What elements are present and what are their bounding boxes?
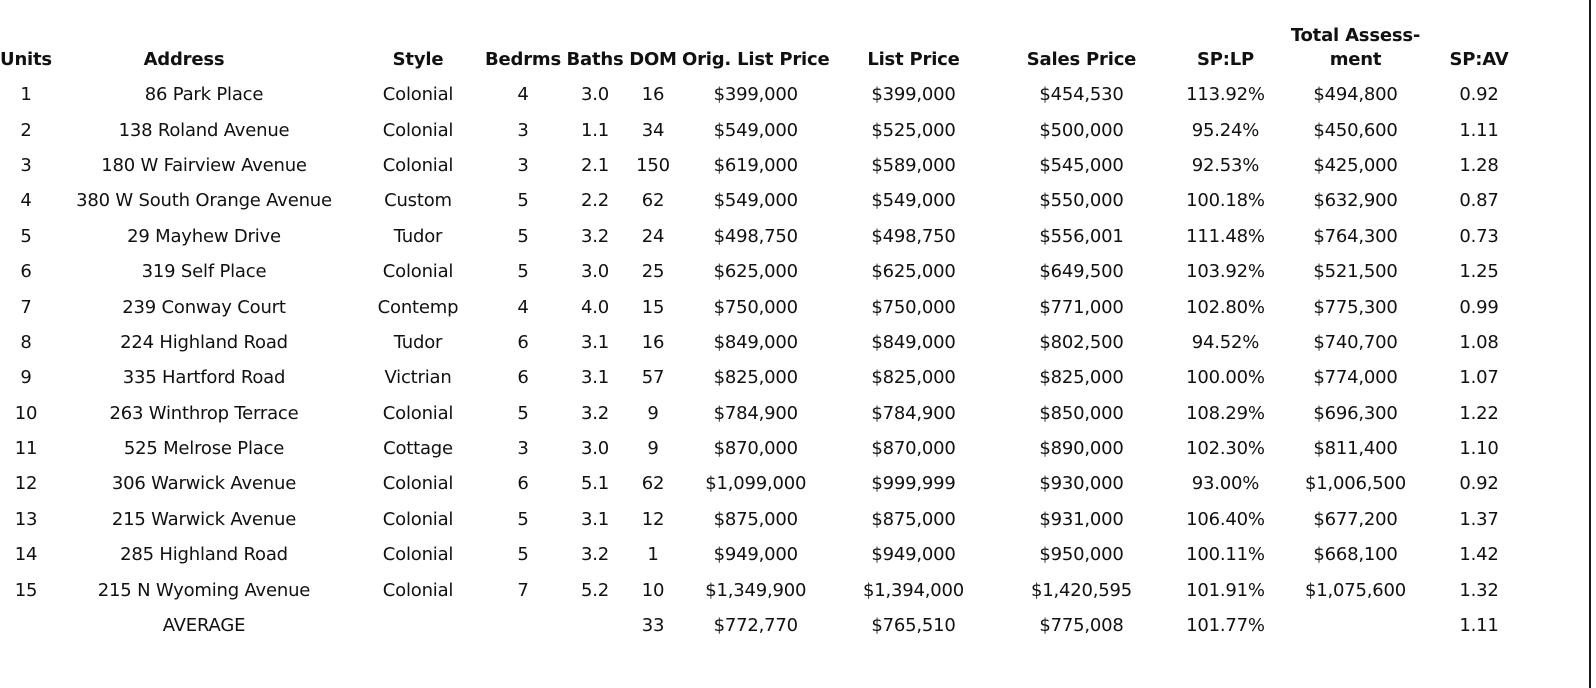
- cell-address: 525 Melrose Place: [123, 438, 285, 460]
- cell-list-price: $625,000: [871, 261, 956, 283]
- table-row: [0, 325, 1532, 360]
- cell-bedrms: 5: [517, 261, 529, 283]
- cell-bedrms: 6: [517, 331, 529, 353]
- cell-units: 4: [20, 190, 32, 212]
- cell-sales-price: $930,000: [1039, 473, 1124, 495]
- cell-sp-av: 1.37: [1459, 508, 1499, 530]
- cell-sp-lp: 92.53%: [1191, 154, 1260, 176]
- cell-orig-list-price: $849,000: [713, 331, 798, 353]
- average-orig-list-price: $772,770: [713, 615, 798, 637]
- cell-list-price: $549,000: [871, 190, 956, 212]
- cell-sales-price: $950,000: [1039, 544, 1124, 566]
- cell-dom: 25: [641, 261, 665, 283]
- cell-units: 7: [20, 296, 32, 318]
- cell-style: Contemp: [377, 296, 459, 318]
- cell-address: 29 Mayhew Drive: [127, 225, 281, 247]
- average-baths-empty: [566, 608, 624, 643]
- cell-sales-price: $550,000: [1039, 190, 1124, 212]
- cell-sp-lp: 103.92%: [1186, 261, 1265, 283]
- cell-style: Victrian: [384, 367, 452, 389]
- cell-list-price: $849,000: [871, 331, 956, 353]
- cell-address: 335 Hartford Road: [122, 367, 286, 389]
- header-sp-av: SP:AV: [1449, 49, 1509, 70]
- cell-bedrms: 5: [517, 508, 529, 530]
- average-label: AVERAGE: [162, 615, 246, 637]
- cell-dom: 34: [641, 119, 665, 141]
- cell-units: 10: [14, 402, 38, 424]
- header-bedrms: Bedrms: [485, 49, 561, 70]
- cell-sp-lp: 100.11%: [1186, 544, 1265, 566]
- average-sp-av: 1.11: [1459, 615, 1499, 637]
- cell-style: Colonial: [382, 402, 454, 424]
- cell-baths: 3.1: [580, 331, 610, 353]
- cell-sp-av: 0.92: [1459, 84, 1499, 106]
- cell-units: 14: [14, 544, 38, 566]
- cell-address: 86 Park Place: [144, 84, 264, 106]
- cell-baths: 3.1: [580, 367, 610, 389]
- header-style: Style: [392, 49, 444, 70]
- cell-dom: 24: [641, 225, 665, 247]
- cell-bedrms: 3: [517, 438, 529, 460]
- average-dom: 33: [641, 615, 665, 637]
- cell-bedrms: 5: [517, 190, 529, 212]
- table-row: [0, 502, 1532, 537]
- cell-sales-price: $825,000: [1039, 367, 1124, 389]
- cell-dom: 9: [647, 402, 659, 424]
- cell-list-price: $589,000: [871, 154, 956, 176]
- cell-sp-lp: 102.30%: [1186, 438, 1265, 460]
- table-row: [0, 572, 1532, 607]
- cell-units: 11: [14, 438, 38, 460]
- cell-bedrms: 5: [517, 544, 529, 566]
- table-row: [0, 289, 1532, 324]
- cell-sp-lp: 102.80%: [1186, 296, 1265, 318]
- cell-list-price: $870,000: [871, 438, 956, 460]
- cell-list-price: $875,000: [871, 508, 956, 530]
- cell-address: 138 Roland Avenue: [118, 119, 290, 141]
- cell-total-assessment: $425,000: [1313, 154, 1398, 176]
- cell-orig-list-price: $1,099,000: [705, 473, 807, 495]
- cell-dom: 16: [641, 331, 665, 353]
- cell-orig-list-price: $549,000: [713, 190, 798, 212]
- cell-sp-lp: 108.29%: [1186, 402, 1265, 424]
- cell-orig-list-price: $498,750: [713, 225, 798, 247]
- cell-style: Tudor: [393, 225, 443, 247]
- cell-baths: 3.0: [580, 261, 610, 283]
- cell-baths: 4.0: [580, 296, 610, 318]
- cell-bedrms: 6: [517, 367, 529, 389]
- cell-orig-list-price: $619,000: [713, 154, 798, 176]
- sales-table: [0, 12, 1532, 643]
- cell-total-assessment: $450,600: [1313, 119, 1398, 141]
- average-list-price: $765,510: [871, 615, 956, 637]
- cell-baths: 5.1: [580, 473, 610, 495]
- cell-address: 239 Conway Court: [122, 296, 286, 318]
- cell-baths: 3.2: [580, 402, 610, 424]
- cell-dom: 62: [641, 473, 665, 495]
- average-sp-lp: 101.77%: [1186, 615, 1265, 637]
- cell-address: 319 Self Place: [141, 261, 267, 283]
- cell-units: 3: [20, 154, 32, 176]
- cell-list-price: $399,000: [871, 84, 956, 106]
- cell-orig-list-price: $1,349,900: [705, 579, 807, 601]
- cell-orig-list-price: $625,000: [713, 261, 798, 283]
- header-list-price: List Price: [867, 49, 960, 70]
- average-sales-price: $775,008: [1039, 615, 1124, 637]
- cell-style: Colonial: [382, 261, 454, 283]
- cell-list-price: $750,000: [871, 296, 956, 318]
- cell-style: Colonial: [382, 544, 454, 566]
- table-row: [0, 219, 1532, 254]
- cell-sp-lp: 106.40%: [1186, 508, 1265, 530]
- cell-dom: 12: [641, 508, 665, 530]
- cell-address: 263 Winthrop Terrace: [109, 402, 299, 424]
- cell-sales-price: $545,000: [1039, 154, 1124, 176]
- cell-sales-price: $771,000: [1039, 296, 1124, 318]
- cell-list-price: $525,000: [871, 119, 956, 141]
- cell-units: 5: [20, 225, 32, 247]
- cell-style: Cottage: [383, 438, 453, 460]
- average-style-empty: [356, 608, 480, 643]
- cell-sp-lp: 113.92%: [1186, 84, 1265, 106]
- header-address: Address: [143, 49, 225, 70]
- cell-dom: 1: [647, 544, 659, 566]
- table-row: [0, 537, 1532, 572]
- table-row: [0, 466, 1532, 501]
- cell-style: Colonial: [382, 508, 454, 530]
- cell-sp-lp: 100.00%: [1186, 367, 1265, 389]
- cell-sales-price: $931,000: [1039, 508, 1124, 530]
- cell-list-price: $784,900: [871, 402, 956, 424]
- cell-sp-lp: 93.00%: [1191, 473, 1260, 495]
- cell-orig-list-price: $825,000: [713, 367, 798, 389]
- cell-total-assessment: $764,300: [1313, 225, 1398, 247]
- header-total-assessment: [1285, 12, 1425, 77]
- average-row: [0, 608, 1532, 643]
- cell-style: Colonial: [382, 119, 454, 141]
- cell-bedrms: 3: [517, 154, 529, 176]
- cell-style: Custom: [384, 190, 452, 212]
- cell-style: Colonial: [382, 473, 454, 495]
- cell-units: 2: [20, 119, 32, 141]
- cell-total-assessment: $740,700: [1313, 331, 1398, 353]
- cell-sp-av: 1.11: [1459, 119, 1499, 141]
- cell-dom: 15: [641, 296, 665, 318]
- cell-baths: 3.1: [580, 508, 610, 530]
- cell-sp-av: 0.73: [1459, 225, 1499, 247]
- table-row: [0, 254, 1532, 289]
- cell-dom: 10: [641, 579, 665, 601]
- cell-dom: 150: [636, 154, 670, 176]
- cell-address: 285 Highland Road: [120, 544, 288, 566]
- cell-bedrms: 5: [517, 225, 529, 247]
- cell-baths: 3.2: [580, 544, 610, 566]
- cell-total-assessment: $1,075,600: [1304, 579, 1407, 601]
- table-row: [0, 360, 1532, 395]
- cell-units: 8: [20, 331, 32, 353]
- cell-total-assessment: $494,800: [1313, 84, 1398, 106]
- cell-baths: 5.2: [580, 579, 610, 601]
- cell-units: 12: [14, 473, 38, 495]
- cell-baths: 2.1: [580, 154, 610, 176]
- cell-baths: 2.2: [580, 190, 610, 212]
- cell-units: 6: [20, 261, 32, 283]
- cell-orig-list-price: $949,000: [713, 544, 798, 566]
- table-row: [0, 112, 1532, 147]
- cell-total-assessment: $668,100: [1313, 544, 1398, 566]
- table-body: [0, 77, 1532, 643]
- header-baths: Baths: [566, 49, 624, 70]
- cell-total-assessment: $521,500: [1313, 261, 1398, 283]
- header-dom: DOM: [629, 49, 677, 70]
- cell-total-assessment: $775,300: [1313, 296, 1398, 318]
- average-bedrms-empty: [480, 608, 566, 643]
- cell-sp-av: 0.87: [1459, 190, 1499, 212]
- cell-total-assessment: $774,000: [1313, 367, 1398, 389]
- cell-address: 380 W South Orange Avenue: [76, 190, 332, 212]
- header-sales-price: Sales Price: [1026, 49, 1137, 70]
- cell-orig-list-price: $750,000: [713, 296, 798, 318]
- cell-sp-lp: 100.18%: [1186, 190, 1265, 212]
- table-header-row: [0, 12, 1532, 77]
- cell-list-price: $825,000: [871, 367, 956, 389]
- table-row: [0, 183, 1532, 218]
- cell-orig-list-price: $870,000: [713, 438, 798, 460]
- cell-list-price: $498,750: [871, 225, 956, 247]
- cell-sp-av: 0.99: [1459, 296, 1499, 318]
- cell-bedrms: 4: [517, 84, 529, 106]
- header-total-assessment-line1: Total Assess-: [1290, 25, 1421, 46]
- cell-orig-list-price: $784,900: [713, 402, 798, 424]
- cell-style: Tudor: [393, 331, 443, 353]
- cell-dom: 62: [641, 190, 665, 212]
- cell-style: Colonial: [382, 154, 454, 176]
- cell-address: 224 Highland Road: [120, 331, 288, 353]
- table-row: [0, 396, 1532, 431]
- average-assessment-empty: [1285, 608, 1425, 643]
- cell-units: 9: [20, 367, 32, 389]
- cell-sales-price: $1,420,595: [1030, 579, 1133, 601]
- header-orig-list-price: Orig. List Price: [682, 49, 830, 70]
- cell-baths: 3.0: [580, 84, 610, 106]
- cell-orig-list-price: $399,000: [713, 84, 798, 106]
- cell-total-assessment: $632,900: [1313, 190, 1398, 212]
- cell-units: 13: [14, 508, 38, 530]
- cell-dom: 9: [647, 438, 659, 460]
- cell-total-assessment: $677,200: [1313, 508, 1398, 530]
- cell-sales-price: $802,500: [1039, 331, 1124, 353]
- cell-list-price: $949,000: [871, 544, 956, 566]
- cell-address: 215 Warwick Avenue: [111, 508, 297, 530]
- cell-sales-price: $500,000: [1039, 119, 1124, 141]
- cell-baths: 3.0: [580, 438, 610, 460]
- cell-list-price: $1,394,000: [862, 579, 965, 601]
- table-row: [0, 77, 1532, 112]
- cell-total-assessment: $696,300: [1313, 402, 1398, 424]
- header-units: Units: [0, 49, 52, 70]
- cell-style: Colonial: [382, 579, 454, 601]
- cell-dom: 57: [641, 367, 665, 389]
- cell-orig-list-price: $549,000: [713, 119, 798, 141]
- cell-sales-price: $556,001: [1039, 225, 1124, 247]
- cell-bedrms: 4: [517, 296, 529, 318]
- table-row: [0, 431, 1532, 466]
- cell-bedrms: 6: [517, 473, 529, 495]
- cell-dom: 16: [641, 84, 665, 106]
- cell-sp-av: 0.92: [1459, 473, 1499, 495]
- cell-sp-av: 1.28: [1459, 154, 1499, 176]
- cell-units: 15: [14, 579, 38, 601]
- cell-total-assessment: $1,006,500: [1304, 473, 1407, 495]
- cell-address: 180 W Fairview Avenue: [101, 154, 307, 176]
- cell-sales-price: $890,000: [1039, 438, 1124, 460]
- right-edge-rule: [1589, 0, 1591, 688]
- cell-sp-lp: 101.91%: [1186, 579, 1265, 601]
- header-sp-lp: SP:LP: [1196, 49, 1254, 70]
- table-row: [0, 148, 1532, 183]
- cell-sp-av: 1.32: [1459, 579, 1499, 601]
- cell-sp-av: 1.08: [1459, 331, 1499, 353]
- cell-style: Colonial: [382, 84, 454, 106]
- cell-bedrms: 7: [517, 579, 529, 601]
- cell-total-assessment: $811,400: [1313, 438, 1398, 460]
- header-total-assessment-line2: ment: [1329, 49, 1382, 70]
- cell-sp-av: 1.42: [1459, 544, 1499, 566]
- average-units-empty: [0, 608, 52, 643]
- cell-sp-lp: 94.52%: [1191, 331, 1260, 353]
- cell-address: 215 N Wyoming Avenue: [97, 579, 311, 601]
- cell-sales-price: $649,500: [1039, 261, 1124, 283]
- cell-sp-lp: 111.48%: [1186, 225, 1265, 247]
- cell-sp-av: 1.22: [1459, 402, 1499, 424]
- cell-sp-av: 1.07: [1459, 367, 1499, 389]
- cell-list-price: $999,999: [871, 473, 956, 495]
- cell-sp-av: 1.10: [1459, 438, 1499, 460]
- cell-sp-av: 1.25: [1459, 261, 1499, 283]
- cell-orig-list-price: $875,000: [713, 508, 798, 530]
- cell-address: 306 Warwick Avenue: [111, 473, 297, 495]
- cell-bedrms: 3: [517, 119, 529, 141]
- cell-sales-price: $454,530: [1039, 84, 1124, 106]
- cell-bedrms: 5: [517, 402, 529, 424]
- cell-baths: 1.1: [580, 119, 610, 141]
- cell-units: 1: [20, 84, 32, 106]
- cell-sales-price: $850,000: [1039, 402, 1124, 424]
- cell-sp-lp: 95.24%: [1191, 119, 1260, 141]
- cell-baths: 3.2: [580, 225, 610, 247]
